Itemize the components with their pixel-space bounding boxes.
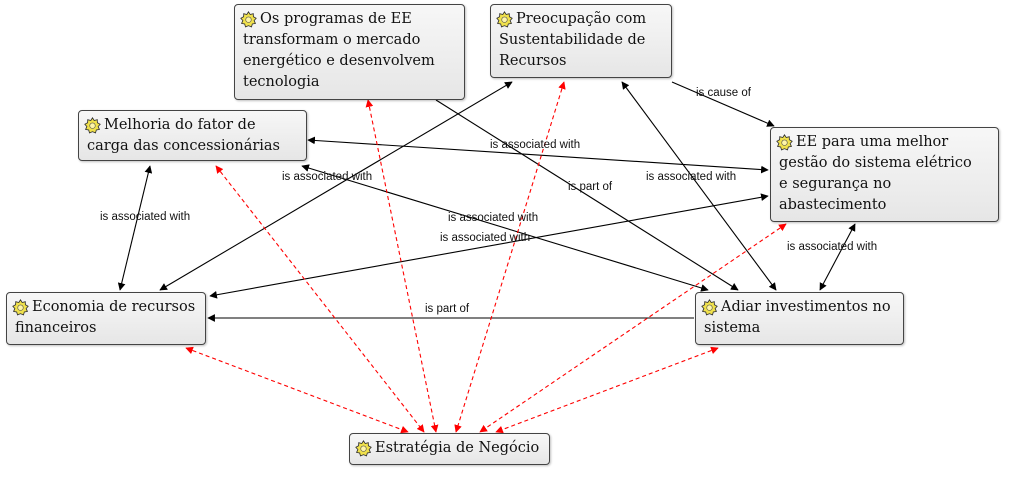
link-programas-adiar[interactable]: [436, 100, 738, 290]
link-label: is associated with: [100, 211, 191, 223]
dashed-link-melhoria[interactable]: [216, 166, 424, 432]
node-os-programas-de-ee[interactable]: [234, 4, 465, 100]
link-melhoria-economia[interactable]: [120, 166, 150, 290]
node-ee-para-uma-melhor-gestao[interactable]: [770, 127, 999, 222]
concept-icon: [701, 299, 718, 316]
node-estrategia-de-negocio[interactable]: [349, 433, 550, 465]
link-label: is associated with: [646, 171, 737, 183]
link-label: is associated with: [448, 212, 539, 224]
node-label: Adiar investimentos no sistema: [704, 299, 891, 336]
link-label: is associated with: [787, 241, 878, 253]
link-label: is associated with: [282, 171, 373, 183]
concept-icon: [776, 134, 793, 151]
link-label: is part of: [425, 303, 470, 315]
node-label: Estratégia de Negócio: [375, 440, 540, 456]
link-label: is associated with: [490, 139, 581, 151]
node-label: Os programas de EE transformam o mercado energético e desenvolvem tecnologia: [243, 11, 435, 90]
link-adiar-preocupacao[interactable]: [622, 82, 776, 290]
concept-icon: [240, 11, 257, 28]
dashed-link-economia[interactable]: [186, 348, 408, 432]
node-label: Preocupação com Sustentabilidade de Recursos: [499, 11, 647, 69]
concept-icon: [496, 11, 513, 28]
node-melhoria-do-fator-de-carga[interactable]: [78, 110, 307, 161]
link-ee-adiar[interactable]: [820, 224, 855, 290]
node-preocupacao-com-sustentabilidade[interactable]: [490, 4, 672, 78]
node-label: Economia de recursos financeiros: [15, 299, 196, 336]
link-label: is associated with: [440, 232, 531, 244]
dashed-link-preocupacao[interactable]: [456, 82, 564, 432]
dashed-link-adiar[interactable]: [496, 348, 718, 432]
link-label: is part of: [568, 181, 613, 193]
node-label: EE para uma melhor gestão do sistema elétrico e segurança no abastecimento: [779, 134, 972, 213]
node-label: Melhoria do fator de carga das concessionárias: [87, 117, 280, 154]
node-economia-de-recursos[interactable]: [6, 292, 206, 345]
concept-icon: [12, 299, 29, 316]
node-adiar-investimentos[interactable]: [695, 292, 904, 345]
concept-icon: [84, 117, 101, 134]
link-label: is cause of: [696, 87, 751, 99]
concept-icon: [355, 440, 372, 457]
